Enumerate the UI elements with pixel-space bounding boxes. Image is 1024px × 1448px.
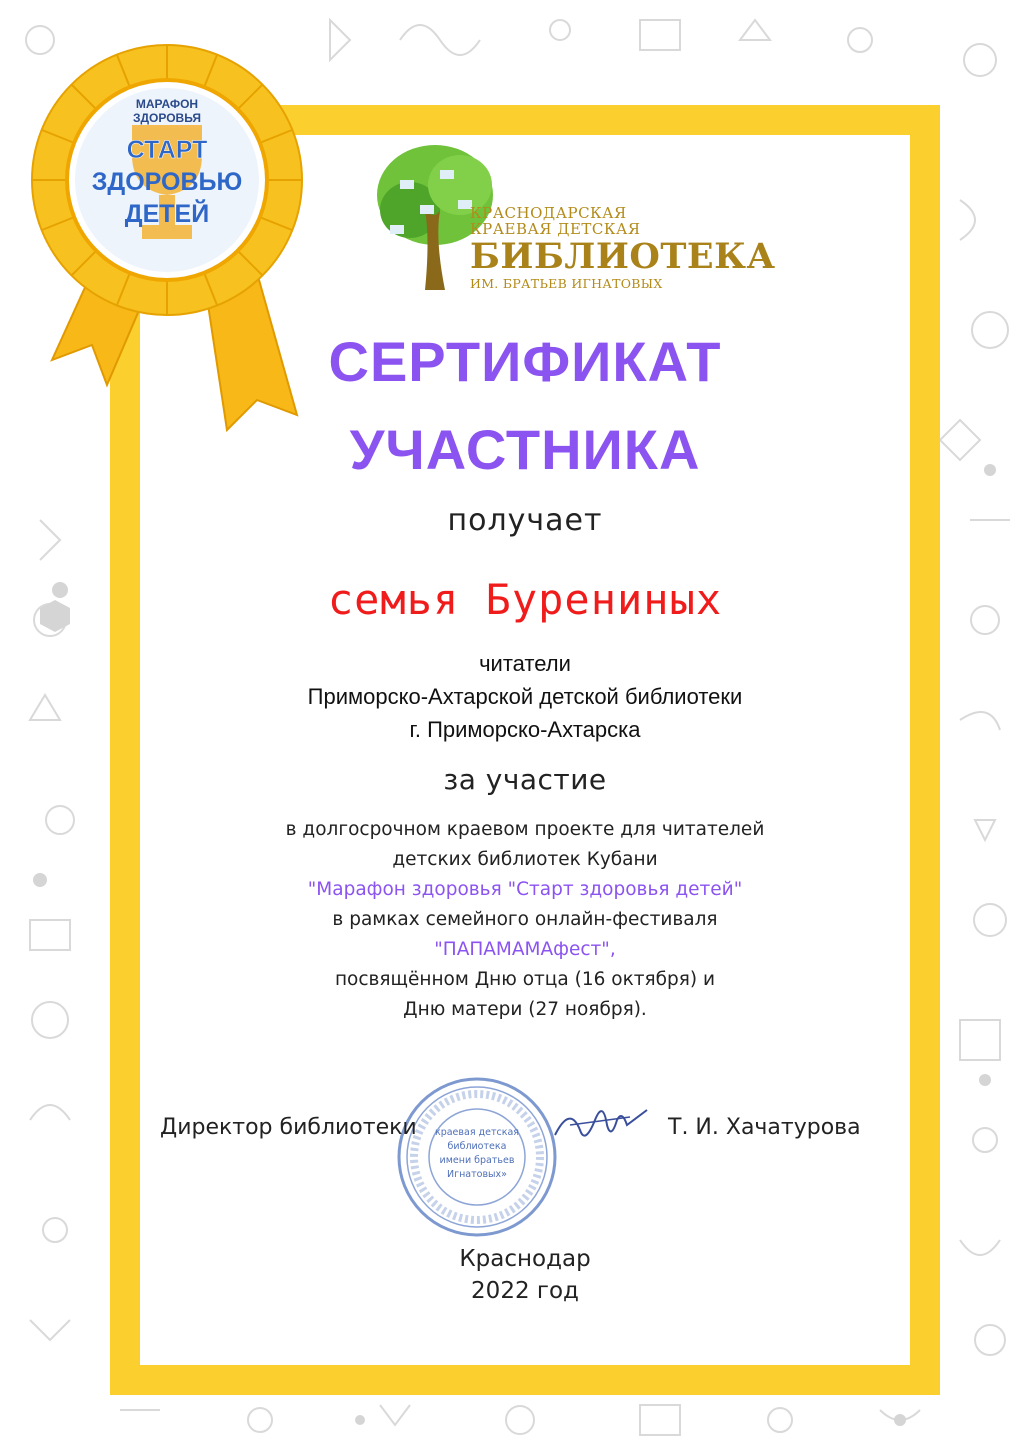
readers-block [140, 647, 910, 746]
stamp-line4: Игнатовых» [446, 1169, 508, 1180]
stamp-line3: имени братьев [439, 1155, 515, 1166]
title-line1: СЕРТИФИКАТ [328, 330, 722, 393]
badge-top-line1: МАРАФОН [135, 97, 199, 111]
project-line6: посвящённом Дню отца (16 октября) и [334, 969, 716, 990]
title-line2: УЧАСТНИКА [349, 418, 701, 481]
stamp-line2: библиотека [447, 1141, 507, 1152]
logo-main: БИБЛИОТЕКА [470, 236, 776, 277]
library-logo-text [470, 204, 776, 291]
logo-line1: КРАСНОДАРСКАЯ [470, 204, 627, 222]
readers-line1: читатели [479, 651, 571, 676]
project-line4: в рамках семейного онлайн-фестиваля [332, 909, 718, 930]
project-description [140, 815, 910, 1025]
for-participation-label: за участие [443, 763, 607, 796]
director-signature [550, 1095, 650, 1155]
official-stamp [395, 1075, 560, 1240]
project-line2: детских библиотек Кубани [392, 849, 658, 870]
project-line5: "ПАПАМАМАфест", [434, 939, 616, 960]
readers-line2: Приморско-Ахтарской детской библиотеки [307, 684, 743, 709]
logo-sub: ИМ. БРАТЬЕВ ИГНАТОВЫХ [470, 276, 663, 291]
director-role: Директор библиотеки [160, 1115, 417, 1140]
project-line1: в долгосрочном краевом проекте для читателей [285, 819, 765, 840]
certificate-title [140, 318, 910, 494]
badge-line3: ДЕТЕЙ [124, 200, 210, 228]
footer-city: Краснодар [459, 1246, 591, 1272]
director-name: Т. И. Хачатурова [668, 1115, 861, 1140]
project-line3: "Марафон здоровья "Старт здоровья детей" [307, 879, 743, 900]
footer [140, 1243, 910, 1307]
recipient-name: семья Бурениных [327, 575, 723, 624]
badge-line2: ЗДОРОВЬЮ [91, 168, 243, 196]
stamp-line1: краевая детская [434, 1127, 520, 1138]
receives-label: получает [447, 503, 603, 538]
readers-line3: г. Приморско-Ахтарска [409, 717, 641, 742]
project-line7: Дню матери (27 ноября). [403, 999, 647, 1020]
badge-line1: СТАРТ [126, 136, 208, 164]
footer-year: 2022 год [471, 1278, 579, 1304]
badge-top-line2: ЗДОРОВЬЯ [132, 111, 202, 125]
logo-line2: КРАЕВАЯ ДЕТСКАЯ [470, 220, 641, 238]
